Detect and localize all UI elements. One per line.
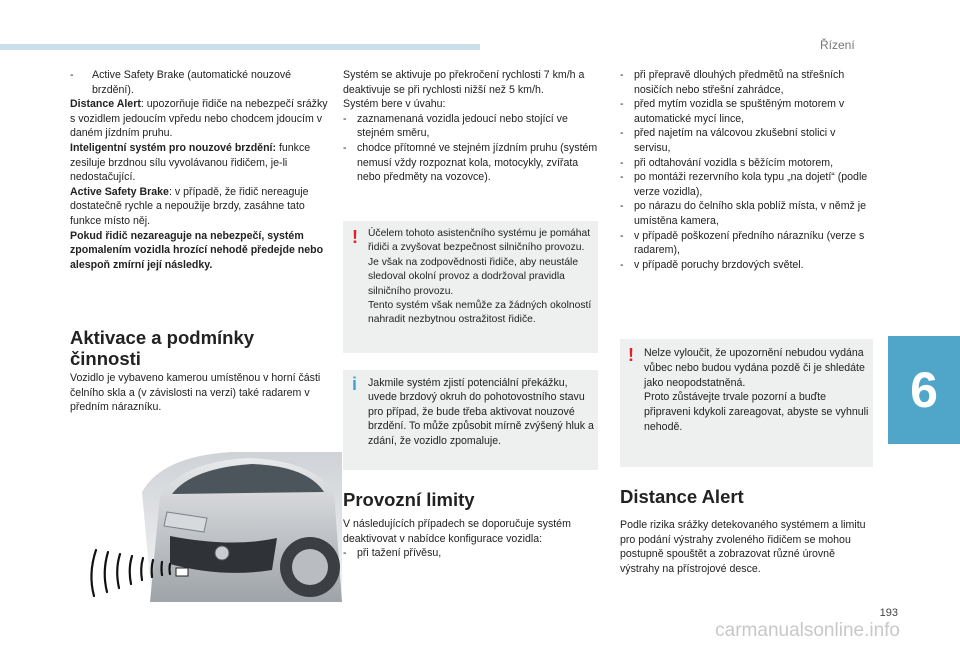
list-item: - před mytím vozidla se spuštěným motorem v automatické mycí lince, (620, 97, 872, 126)
box-paragraph: Nelze vyloučit, že upozornění nebudou vydána vůbec nebo budou vydána pozdě či je shledáte jako neopodstatněná. (644, 347, 865, 389)
box-paragraph: Jakmile systém zjistí potenciální překážku, uvede brzdový okruh do pohotovostního stavu pro případ, že bude třeba aktivovat nouzové brzdění. To může způsobit mírně zvýšený hluk a zdání, že vozidlo zpomaluje. (368, 377, 594, 447)
list-item: - při tažení přívěsu, (343, 546, 601, 561)
warning-icon: ! (352, 227, 358, 247)
heading-distance-alert: Distance Alert (620, 486, 744, 507)
accounts-paragraph: Systém bere v úvahu: (343, 98, 446, 111)
list-item: - v případě poruchy brzdových světel. (620, 258, 872, 273)
top-accent-bar (0, 44, 480, 50)
box-paragraph: Účelem tohoto asistenčního systému je pomáhat řidiči a zvyšovat bezpečnost silničního provozu. (368, 228, 591, 254)
column-1 (70, 68, 328, 272)
limits-paragraph: V následujících případech se doporučuje systém deaktivovat v nabídce konfigurace vozidla: (343, 518, 571, 545)
column-3 (620, 68, 872, 272)
info-box (343, 370, 598, 470)
list-item: - po montáži rezervního kola typu „na dojetí“ (podle verze vozidla), (620, 170, 872, 199)
heading-activation: Aktivace a podmínky činnosti (70, 327, 255, 369)
paragraph-distance-alert: Distance Alert: upozorňuje řidiče na nebezpečí srážky s vozidlem jedoucím vpředu nebo chodcem jdoucím v daném jízdním pruhu. (70, 98, 328, 140)
list-item: - chodce přítomné ve stejném jízdním pruhu (systém nemusí vždy rozpoznat kola, motocykly, zvířata nebo předměty na vozovce). (343, 141, 601, 185)
paragraph-active-safety-brake: Active Safety Brake: v případě, že řidič nereaguje dostatečně rychle a nepoužije brzdy, zasáhne tato funkce místo něj. (70, 185, 309, 227)
list-item: - v případě poškození předního nárazníku (verze s radarem), (620, 229, 872, 258)
warning-box-2 (620, 339, 873, 467)
activation-paragraph: Systém se aktivuje po překročení rychlosti 7 km/h a deaktivuje se při rychlosti nižší než 5 km/h. (343, 69, 585, 96)
list-item: - před najetím na válcovou zkušební stolici v servisu, (620, 126, 872, 155)
paragraph-intelligent-braking: Inteligentní systém pro nouzové brzdění: funkce zesiluje brzdnou sílu vyvolávanou řidičem, je-li nedostačující. (70, 141, 311, 184)
camera-paragraph: Vozidlo je vybaveno kamerou umístěnou v horní části čelního skla a (v závislosti na verzi) také radarem v předním nárazníku. (70, 372, 321, 414)
page-number: 193 (879, 607, 898, 619)
watermark: carmanualsonline.info (715, 620, 900, 641)
list-item: - při odtahování vozidla s běžícím motorem, (620, 156, 872, 171)
car-radar-image (72, 452, 342, 602)
list-item: - při přepravě dlouhých předmětů na střešních nosičích nebo střešní zahrádce, (620, 68, 872, 97)
distance-alert-paragraph: Podle rizika srážky detekovaného systémem a limitu pro podání výstrahy zvoleného řidičem se mohou postupně spouštět a zobrazovat různé úrovně výstrahy na přístrojové desce. (620, 519, 866, 575)
box-paragraph: Tento systém však nemůže za žádných okolností nahradit nezbytnou ostražitost řidiče. (368, 300, 592, 326)
box-paragraph: Je však na zodpovědnosti řidiče, aby neustále sledoval okolní provoz a dodržoval pravidla silničního provozu. (368, 256, 579, 297)
info-icon: i (352, 374, 358, 394)
radar-icon (176, 568, 188, 576)
chapter-tab: 6 (888, 336, 960, 444)
list-item: - zaznamenaná vozidla jedoucí nebo stojící ve stejném směru, (343, 112, 601, 141)
car-illustration (72, 452, 342, 602)
paragraph-no-reaction: Pokud řidič nezareaguje na nebezpečí, systém zpomalením vozidla hrozící nehodě předejde nebo alespoň zmírní její následky. (70, 229, 324, 271)
list-item: - po nárazu do čelního skla poblíž místa, v němž je umístěna kamera, (620, 199, 872, 228)
warning-icon: ! (628, 345, 634, 365)
limits-section (343, 517, 601, 561)
heading-operating-limits: Provozní limity (343, 489, 475, 510)
column-2 (343, 68, 601, 185)
section-label: Řízení (820, 38, 855, 52)
warning-box-1 (343, 221, 598, 353)
box-paragraph: Proto zůstávejte trvale pozorní a buďte připraveni kdykoli zareagovat, abyste se vyhnuli nehodě. (644, 391, 869, 433)
list-item: - Active Safety Brake (automatické nouzové brzdění). (70, 68, 328, 97)
